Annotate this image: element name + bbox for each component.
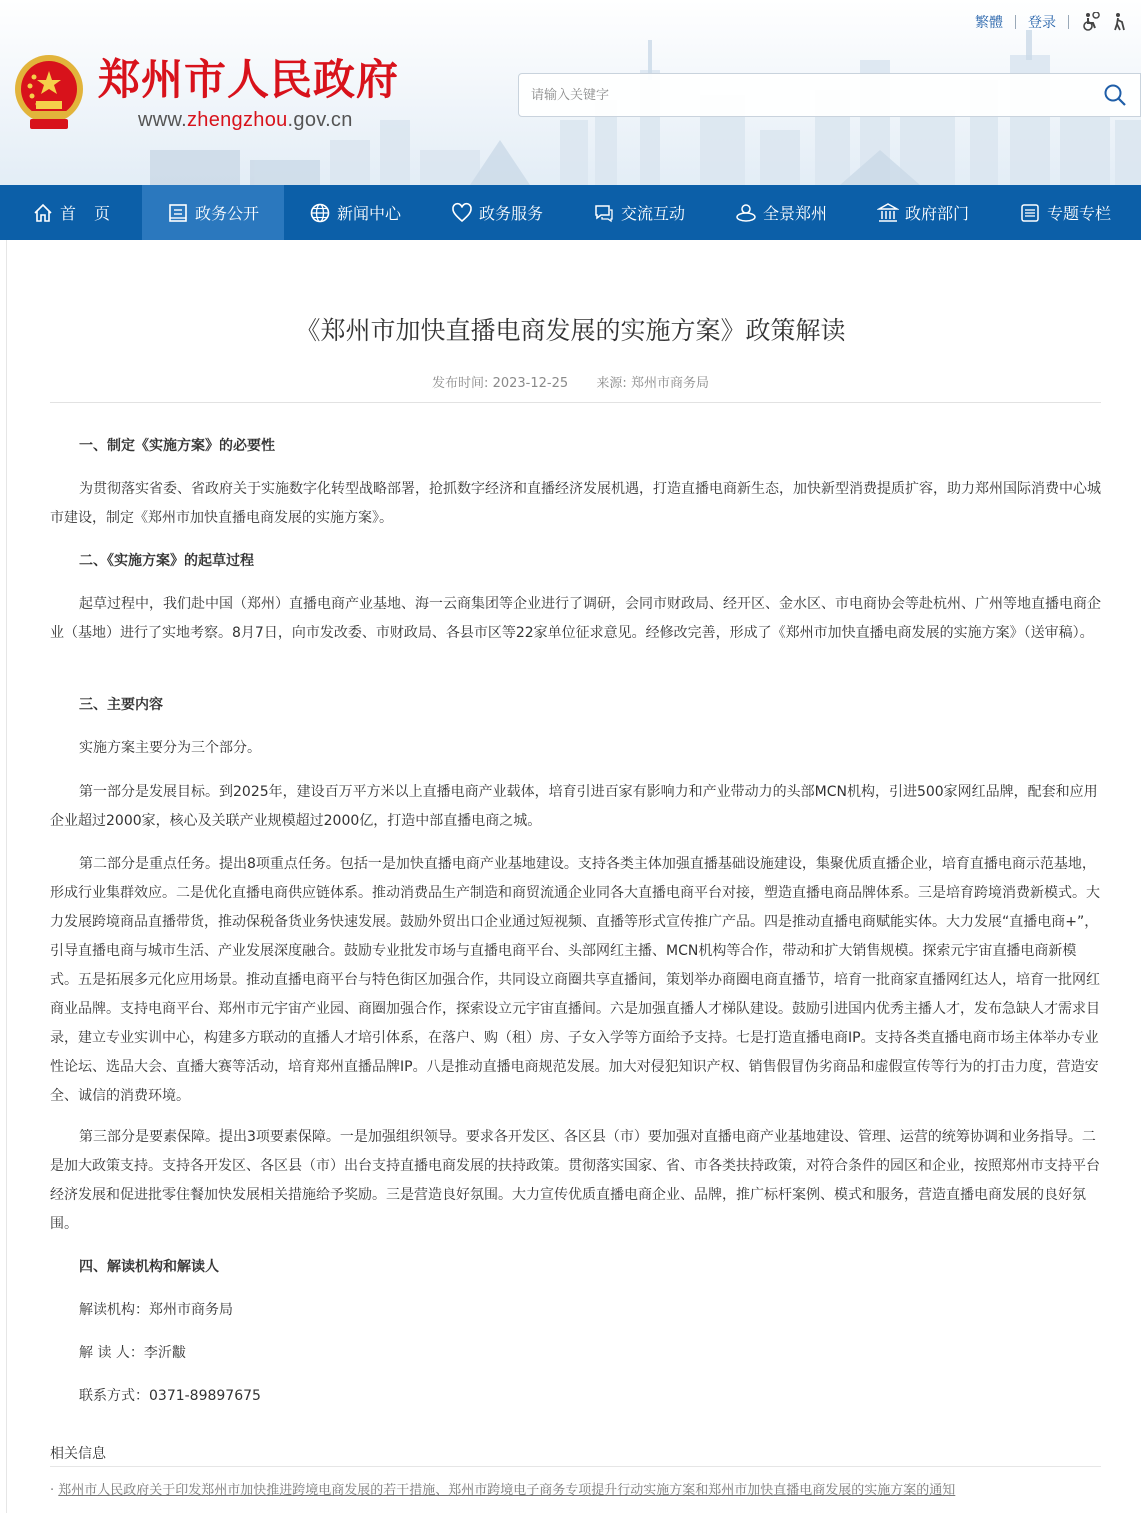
nav-special-topics-label: 专题专栏 — [1046, 204, 1111, 223]
paragraph-6: 第三部分是要素保障。提出3项要素保障。一是加强组织领导。要求各开发区、各区县（市）要加强对直播电商产业基地建设、管理、运营的统筹协调和业务指导。二是加大政策支持。支持各开发区、各区县（市）出台支持直播电商发展的扶持政策。贯彻落实国家、省、市各类扶持政策，对符合条件的园区和企业，按照郑州市支持平台经济发展和促进批零住餐加快发展相关措施给予奖励。三是营造良好氛围。大力宣传优质直播电商企业、品牌，推广标杆案例、模式和服务，营造直播电商发展的良好氛围。 — [50, 1129, 1100, 1232]
login-link[interactable]: 登录 — [1028, 15, 1056, 31]
related-item — [50, 1479, 955, 1498]
paragraph-5: 第二部分是重点任务。提出8项重点任务。包括一是加快直播电商产业基地建设。支持各类主体加强直播基础设施建设，集聚优质直播企业，培育直播电商示范基地，形成行业集群效应。二是优化直播电商供应链体系。推动消费品生产制造和商贸流通企业同各大直播电商平台对接，塑造直播电商品牌体系。三是培育跨境消费新模式。大力发展跨境商品直播带货，推动保税备货业务快速发展。鼓励外贸出口企业通过短视频、直播等形式宣传推广产品。四是推动直播电商赋能实体。大力发展“直播电商+”，引导直播电商与城市生活、产业发展深度融合。鼓励专业批发市场与直播电商平台、头部网红主播、MCN机构等合作，带动和扩大销售规模。探索元宇宙直播电商新模式。五是拓展多元化应用场景。推动直播电商平台与特色街区加强合作，共同设立商圈共享直播间，策划举办商圈电商直播节，培育一批商家直播网红达人，培育一批网红商业品牌。支持电商平台、郑州市元宇宙产业园、商圈加强合作，探索设立元宇宙直播间。六是加强直播人才梯队建设。鼓励引进国内优秀主播人才，发布急缺人才需求目录，建立专业实训中心，构建多方联动的直播人才培引体系，在落户、购（租）房、子女入学等方面给予支持。七是打造直播电商IP。支持各类直播电商市场主体举办专业性论坛、选品大会、直播大赛等活动，培育郑州直播品牌IP。八是推动直播电商规范发展。加大对侵犯知识产权、销售假冒伪劣商品和虚假宣传等行为的打击力度，营造安全、诚信的消费环境。 — [50, 856, 1100, 1104]
heart-icon — [451, 202, 473, 224]
building-icon — [877, 202, 899, 224]
nav-government-affairs[interactable] — [142, 185, 284, 240]
related-link[interactable]: 郑州市人民政府关于印发郑州市加快推进跨境电商发展的若干措施、郑州市跨境电子商务专项提升行动实施方案和郑州市加快直播电商发展的实施方案的通知 — [58, 1483, 956, 1498]
traditional-chinese-link[interactable]: 繁體 — [975, 15, 1003, 31]
top-links — [975, 12, 1129, 32]
home-icon — [32, 202, 54, 224]
url-prefix: www. — [138, 109, 187, 131]
search-input[interactable] — [519, 74, 1089, 116]
nav-services-label: 政务服务 — [478, 204, 543, 223]
main-nav — [0, 185, 1141, 240]
national-emblem-logo — [10, 49, 88, 133]
nav-interaction[interactable] — [568, 185, 710, 240]
nav-government-affairs-label: 政务公开 — [194, 204, 259, 223]
section-heading-4: 四、解读机构和解读人 — [79, 1259, 219, 1275]
search-icon — [1103, 83, 1127, 107]
paragraph-2: 起草过程中，我们赴中国（郑州）直播电商产业基地、海一云商集团等企业进行了调研，会同市财政局、经开区、金水区、市电商协会等赴杭州、广州等地直播电商企业（基地）进行了实地考察。8月7日，向市发改委、市财政局、各县市区等22家单位征求意见。经修改完善，形成了《郑州市加快直播电商发展的实施方案》（送审稿）。 — [50, 596, 1101, 641]
related-divider — [50, 1466, 1101, 1467]
paragraph-4: 第一部分是发展目标。到2025年，建设百万平方米以上直播电商产业载体，培育引进百家有影响力和产业带动力的头部MCN机构，引进500家网红品牌，配套和应用企业超过2000家，核心及关联产业规模超过2000亿，打造中部直播电商之城。 — [50, 784, 1098, 829]
nav-home[interactable] — [0, 185, 142, 240]
panorama-icon — [735, 202, 757, 224]
paragraph-1: 为贯彻落实省委、省政府关于实施数字化转型战略部署，抢抓数字经济和直播经济发展机遇，打造直播电商新生态，加快新型消费提质扩容，助力郑州国际消费中心城市建设，制定《郑州市加快直播电商发展的实施方案》。 — [50, 481, 1101, 526]
chat-icon — [593, 202, 615, 224]
nav-interaction-label: 交流互动 — [620, 204, 685, 223]
interpreting-org: 解读机构：郑州市商务局 — [79, 1302, 233, 1318]
section-heading-3: 三、主要内容 — [79, 697, 163, 713]
nav-news[interactable] — [284, 185, 426, 240]
section-heading-1: 一、制定《实施方案》的必要性 — [79, 438, 275, 454]
divider — [1015, 15, 1016, 29]
article-title: 《郑州市加快直播电商发展的实施方案》政策解读 — [295, 316, 846, 345]
article-meta — [0, 372, 1141, 391]
source-label: 来源: — [596, 376, 627, 391]
paragraph-3: 实施方案主要分为三个部分。 — [79, 740, 261, 756]
elderly-mode-icon[interactable] — [1109, 12, 1129, 32]
nav-departments-label: 政府部门 — [904, 204, 969, 223]
divider — [1068, 15, 1069, 29]
column-icon — [1019, 202, 1041, 224]
search-button[interactable] — [1090, 74, 1140, 116]
title-divider — [50, 402, 1101, 403]
interpreter: 解 读 人：李沂黻 — [79, 1345, 186, 1361]
publish-date: 2023-12-25 — [492, 376, 569, 391]
nav-news-label: 新闻中心 — [336, 204, 401, 223]
section-heading-2: 二、《实施方案》的起草过程 — [79, 553, 254, 569]
nav-special-topics[interactable] — [994, 185, 1136, 240]
nav-panorama-label: 全景郑州 — [762, 204, 827, 223]
globe-icon — [309, 202, 331, 224]
nav-home-label: 首页 — [59, 204, 128, 223]
site-url — [138, 109, 353, 132]
site-header — [0, 0, 1141, 185]
nav-panorama[interactable] — [710, 185, 852, 240]
nav-departments[interactable] — [852, 185, 994, 240]
nav-services[interactable] — [426, 185, 568, 240]
accessibility-icon[interactable] — [1081, 12, 1101, 32]
related-info-title: 相关信息 — [50, 1446, 106, 1462]
search-box — [518, 73, 1141, 117]
url-suffix: .gov.cn — [287, 109, 353, 131]
url-domain: zhengzhou — [186, 109, 288, 131]
document-icon — [167, 202, 189, 224]
contact-info: 联系方式：0371-89897675 — [79, 1388, 261, 1404]
bullet: · — [50, 1483, 55, 1498]
publish-date-label: 发布时间: — [432, 376, 489, 391]
source-value: 郑州市商务局 — [630, 376, 709, 391]
site-title: 郑州市人民政府 — [98, 55, 400, 104]
